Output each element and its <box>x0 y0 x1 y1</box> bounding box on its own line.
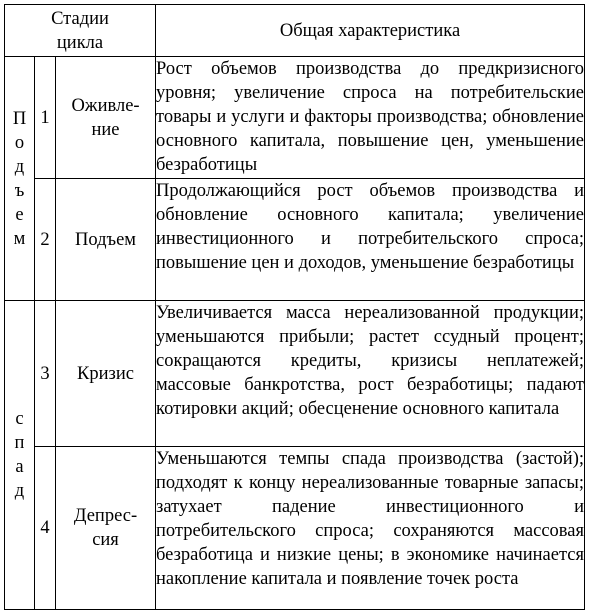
stage-number: 1 <box>35 57 56 179</box>
table-row <box>5 179 585 301</box>
stage-header-line2: цикла <box>56 32 104 53</box>
stage-name-line: Кризис <box>77 363 134 384</box>
phase-letter: д <box>14 481 25 501</box>
phase-letter: о <box>14 132 25 153</box>
stage-name-line: ние <box>91 119 120 140</box>
stage-name-line: Оживле- <box>71 95 140 116</box>
table-row <box>5 447 585 610</box>
stage-number: 4 <box>35 447 56 610</box>
stage-number: 2 <box>35 179 56 301</box>
phase-letter: м <box>13 228 26 249</box>
stage-name <box>56 447 156 610</box>
phase-letter: ъ <box>14 180 25 201</box>
stage-header-line1: Стадии <box>51 8 109 29</box>
stage-description: Увеличивается масса нереализованной продукции; уменьшаются прибыли; растет ссудный процент; сокращаются кредиты, кризисы неплатежей; массовые банкротства, рост безработицы; падают котировки акций; обесценение основного капитала <box>156 301 585 447</box>
stage-name <box>56 301 156 447</box>
phase-cell-rise <box>5 57 35 301</box>
phase-letter: с <box>15 409 24 429</box>
phase-label-rise <box>13 107 26 251</box>
phase-letter: е <box>15 204 24 225</box>
stage-header <box>5 5 156 57</box>
stage-number: 3 <box>35 301 56 447</box>
phase-letter: п <box>14 433 25 453</box>
stage-name-line: Подъем <box>75 229 136 250</box>
description-header: Общая характеристика <box>156 5 585 57</box>
stage-description: Уменьшаются темпы спада производства (застой); подходят к концу нереализованные товарные запасы; затухает падение инвестиционного и потребительского спроса; сохраняются массовая безработица и низкие цены; в экономике начинается накопление капитала и появление точек роста <box>156 447 585 610</box>
table-row <box>5 57 585 179</box>
table-row <box>5 301 585 447</box>
phase-letter: д <box>14 156 25 177</box>
stage-description: Рост объемов производства до предкризисного уровня; увеличение спроса на потребительские товары и услуги и факторы производства; обновление основного капитала, повышение цен, уменьшение безработицы <box>156 57 585 179</box>
stage-description: Продолжающийся рост объемов производства и обновление основного капитала; увеличение инвестиционного и потребительского спроса; повышение цен и доходов, уменьшение безработицы <box>156 179 585 301</box>
phase-cell-decline <box>5 301 35 610</box>
phase-letter: П <box>12 108 27 129</box>
phase-label-decline <box>15 407 25 503</box>
phase-letter: а <box>15 457 24 477</box>
stage-name-line: сия <box>92 530 119 550</box>
stage-name <box>56 179 156 301</box>
header-row <box>5 5 585 57</box>
stage-name-line: Депрес- <box>73 506 138 526</box>
business-cycle-table <box>4 4 585 610</box>
stage-name <box>56 57 156 179</box>
